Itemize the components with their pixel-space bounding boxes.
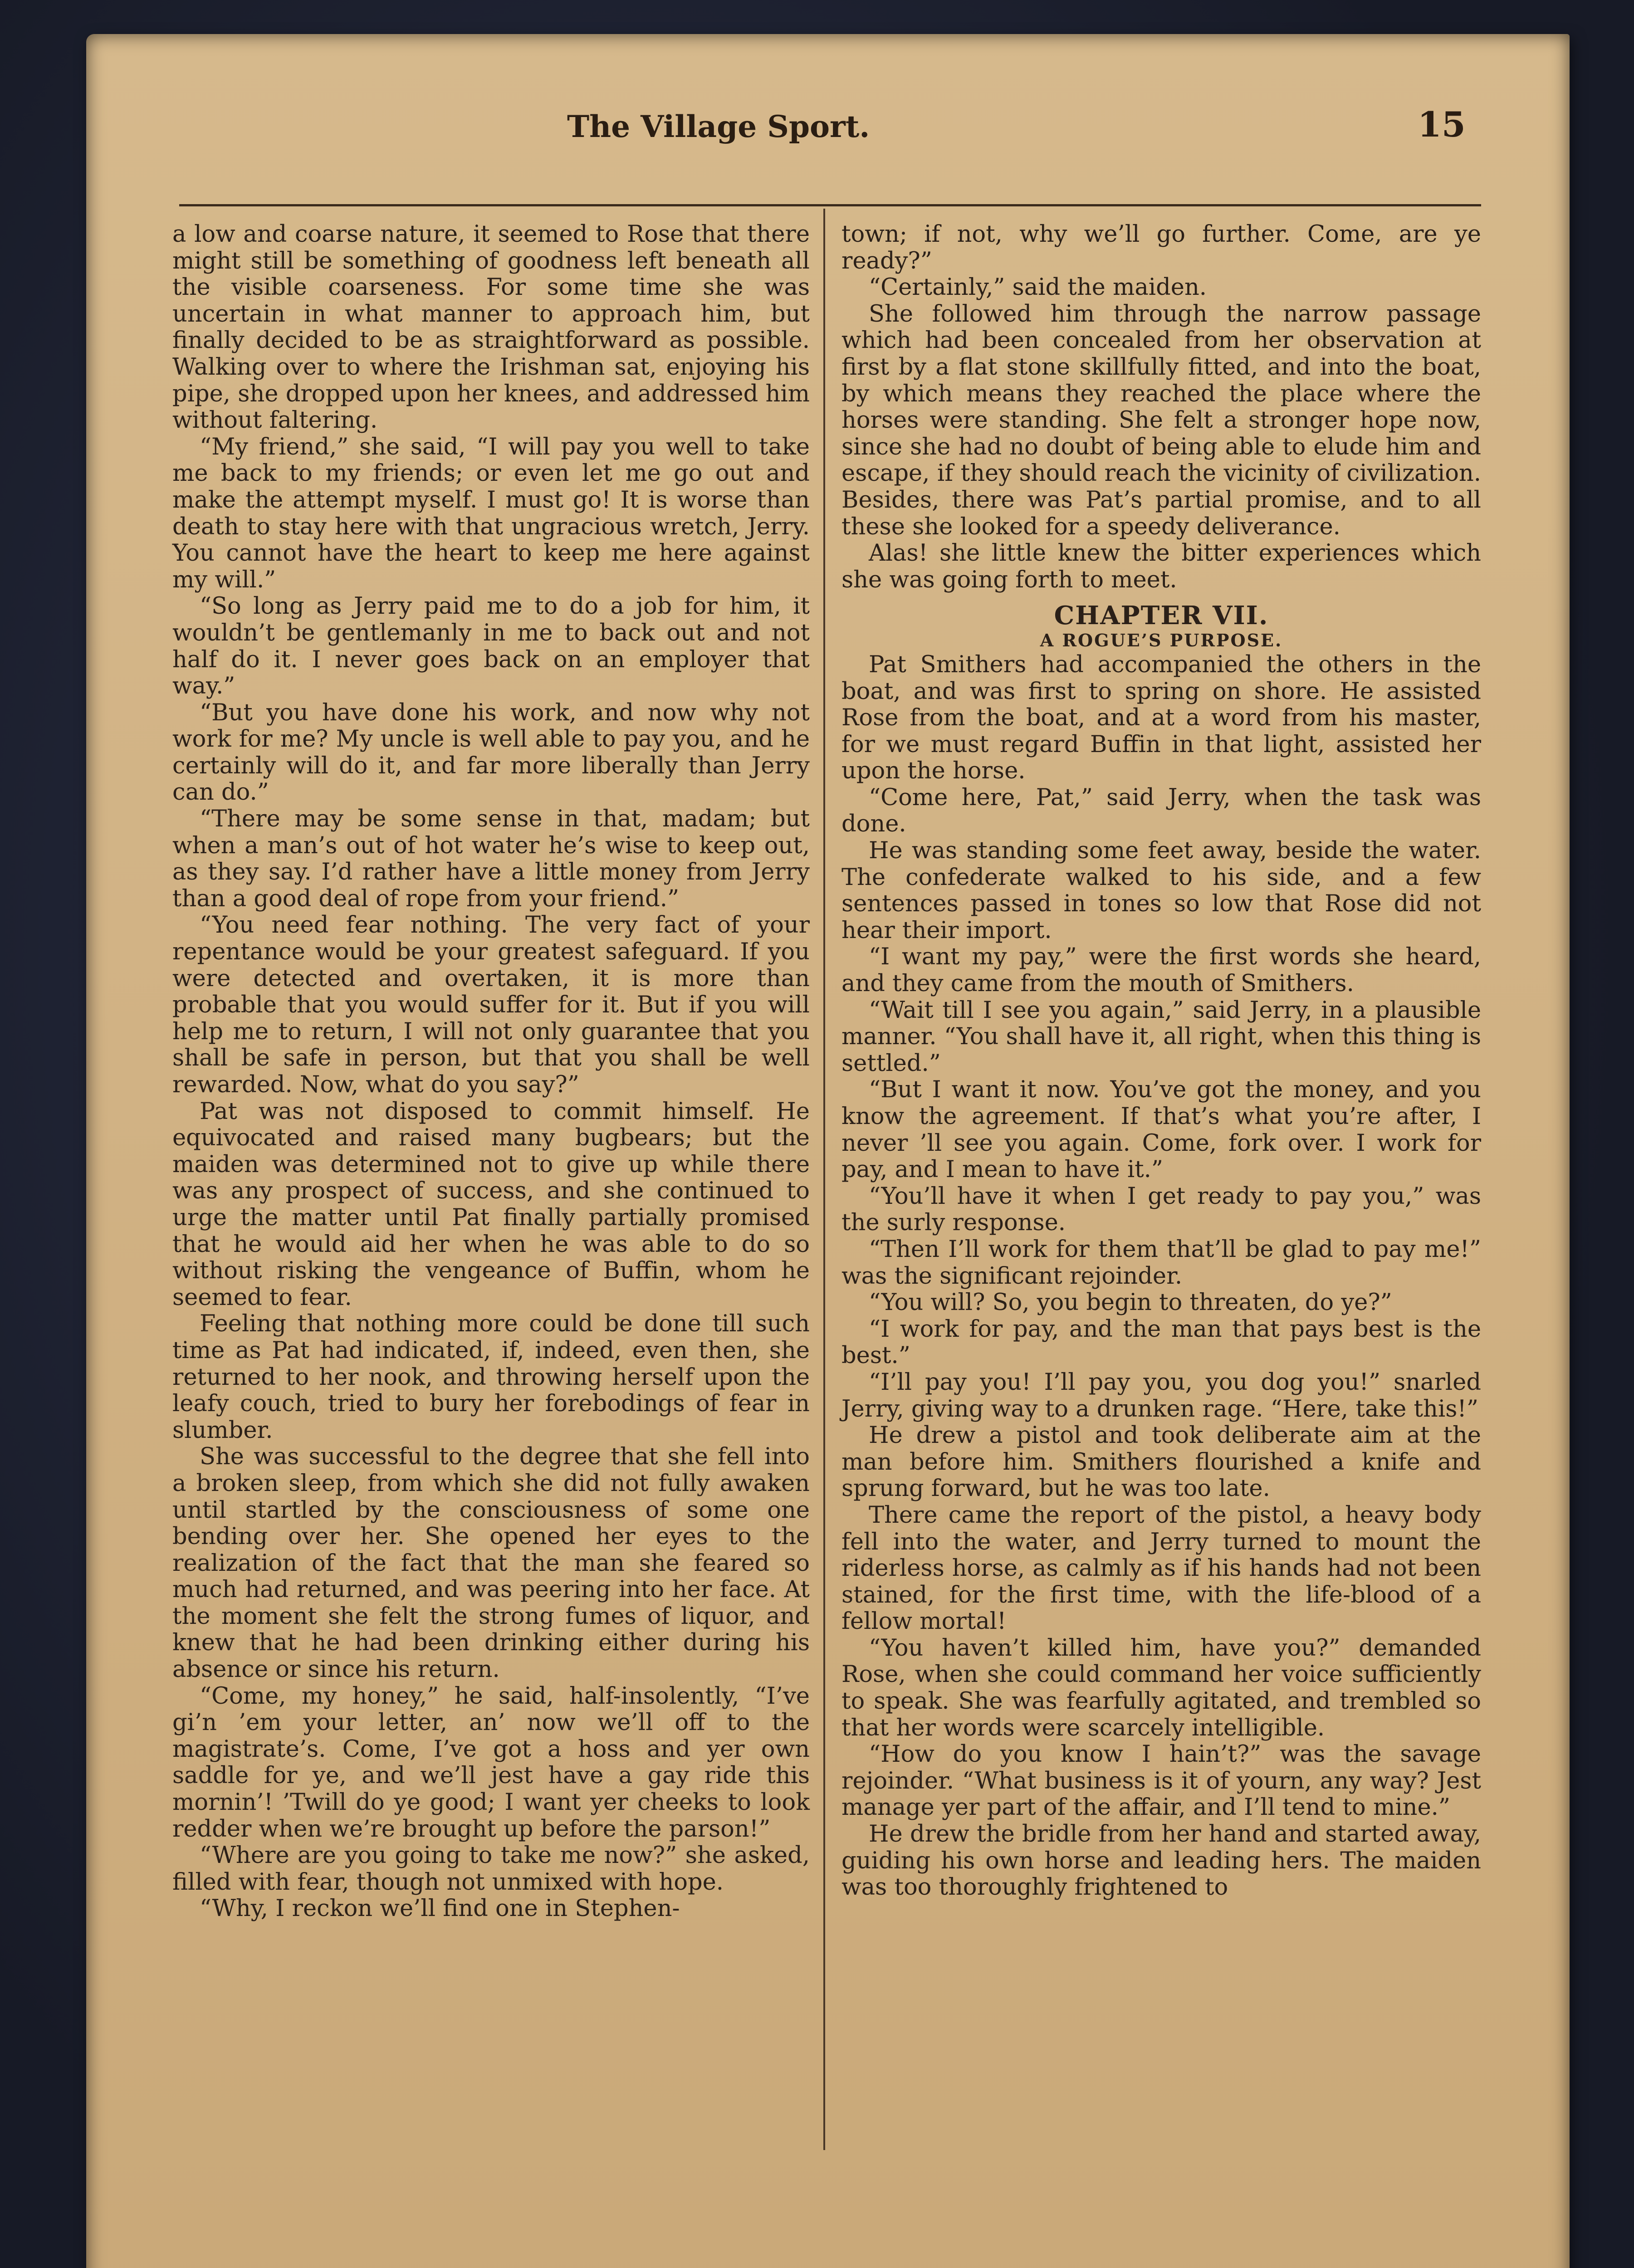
paragraph: “You haven’t killed him, have you?” demanded Rose, when she could command her voice sufficiently to speak. She was fearfully agitated, and trembled so that her words were scarcely intelligible. xyxy=(841,1634,1481,1741)
paragraph: “Then I’ll work for them that’ll be glad to pay me!” was the significant rejoinder. xyxy=(841,1236,1481,1290)
paragraph: “I’ll pay you! I’ll pay you, you dog you!” snarled Jerry, giving way to a drunken rage. “Here, take this!” xyxy=(841,1369,1481,1422)
paragraph: Feeling that nothing more could be done till such time as Pat had indicated, if, indeed, even then, she returned to her nook, and throwing herself upon the leafy couch, tried to bury her forebodings of fear in slumber. xyxy=(172,1310,810,1444)
paragraph: “You need fear nothing. The very fact of your repentance would be your greatest safeguard. If you were detected and overtaken, it is more than probable that you would suffer for it. But if you will help me to return, I will not only guarantee that you shall be safe in person, but that you shall be well rewarded. Now, what do you say?” xyxy=(172,912,810,1098)
paragraph: “Come, my honey,” he said, half-insolently, “I’ve gi’n ’em your letter, an’ now we’ll off to the magistrate’s. Come, I’ve got a hoss and yer own saddle for ye, and we’ll jest have a gay ride this mornin’! ’Twill do ye good; I want yer cheeks to look redder when we’re brought up before the parson!” xyxy=(172,1682,810,1843)
paragraph: “I want my pay,” were the first words she heard, and they came from the mouth of Smithers. xyxy=(841,943,1481,997)
paragraph: “You will? So, you begin to threaten, do ye?” xyxy=(869,1289,1392,1316)
paragraph: “How do you know I hain’t?” was the savage rejoinder. “What business is it of yourn, any way? Jest manage yer part of the affair, and I’ll tend to mine.” xyxy=(841,1741,1481,1821)
paragraph: Alas! she little knew the bitter experiences which she was going forth to meet. xyxy=(841,540,1481,593)
paragraph: town; if not, why we’ll go further. Come, are ye ready?” xyxy=(841,221,1481,274)
paragraph: “But you have done his work, and now why not work for me? My uncle is well able to pay you, and he certainly will do it, and far more liberally than Jerry can do.” xyxy=(172,699,810,806)
paragraph: “Wait till I see you again,” said Jerry, in a plausible manner. “You shall have it, all right, when this thing is settled.” xyxy=(841,997,1481,1077)
paragraph: Pat was not disposed to commit himself. He equivocated and raised many bugbears; but the maiden was determined not to give up while there was any prospect of success, and she continued to urge the matter until Pat finally partially promised that he would aid her when he was able to do so without risking the vengeance of Buffin, whom he seemed to fear. xyxy=(172,1098,810,1311)
running-title: The Village Sport. xyxy=(567,109,870,144)
paragraph: She followed him through the narrow passage which had been concealed from her observation at first by a flat stone skillfully fitted, and into the boat, by which means they reached the place where the horses were standing. She felt a stronger hope now, since she had no doubt of being able to elude him and escape, if they should reach the vicinity of civilization. Besides, there was Pat’s partial promise, and to all these she looked for a speedy deliverance. xyxy=(841,300,1481,540)
right-column xyxy=(841,221,1481,1901)
paragraph: “My friend,” she said, “I will pay you well to take me back to my friends; or even let me go out and make the attempt myself. I must go! It is worse than death to stay here with that ungracious wretch, Jerry. You cannot have the heart to keep me here against my will.” xyxy=(172,433,810,593)
paragraph: “But I want it now. You’ve got the money, and you know the agreement. If that’s what you’re after, I never ’ll see you again. Come, fork over. I work for pay, and I mean to have it.” xyxy=(841,1076,1481,1183)
paragraph: “I work for pay, and the man that pays best is the best.” xyxy=(841,1315,1481,1369)
paragraph: “Certainly,” said the maiden. xyxy=(869,274,1207,301)
paragraph: “Why, I reckon we’ll find one in Stephen- xyxy=(200,1895,680,1922)
paragraph: He drew a pistol and took deliberate aim at the man before him. Smithers flourished a knife and sprung forward, but he was too late. xyxy=(841,1422,1481,1502)
chapter-subtitle: A ROGUE’S PURPOSE. xyxy=(1040,630,1283,650)
paragraph: She was successful to the degree that she fell into a broken sleep, from which she did not fully awaken until startled by the consciousness of some one bending over her. She opened her eyes to the realization of the fact that the man she feared so much had returned, and was peering into her face. At the moment she felt the strong fumes of liquor, and knew that he had been drinking either during his absence or since his return. xyxy=(172,1443,810,1683)
paragraph: a low and coarse nature, it seemed to Rose that there might still be something of goodness left beneath all the visible coarseness. For some time she was uncertain in what manner to approach him, but finally decided to be as straightforward as possible. Walking over to where the Irishman sat, enjoying his pipe, she dropped upon her knees, and addressed him without faltering. xyxy=(172,221,810,434)
chapter-title: CHAPTER VII. xyxy=(1054,601,1269,631)
paragraph: There came the report of the pistol, a heavy body fell into the water, and Jerry turned to mount the riderless horse, as calmly as if his hands had not been stained, for the first time, with the life-blood of a fellow mortal! xyxy=(841,1501,1481,1635)
paragraph: “There may be some sense in that, madam; but when a man’s out of hot water he’s wise to keep out, as they say. I’d rather have a little money from Jerry than a good deal of rope from your friend.” xyxy=(172,806,810,912)
paragraph: Pat Smithers had accompanied the others in the boat, and was first to spring on shore. He assisted Rose from the boat, and at a word from his master, for we must regard Buffin in that light, assisted her upon the horse. xyxy=(841,651,1481,785)
header-rule xyxy=(179,204,1481,206)
paragraph: He drew the bridle from her hand and started away, guiding his own horse and leading hers. The maiden was too thoroughly frightened to xyxy=(841,1821,1481,1901)
paragraph: “You’ll have it when I get ready to pay you,” was the surly response. xyxy=(841,1183,1481,1237)
left-column xyxy=(172,221,810,1922)
paragraph: He was standing some feet away, beside the water. The confederate walked to his side, and a few sentences passed in tones so low that Rose did not hear their import. xyxy=(841,837,1481,944)
paragraph: “So long as Jerry paid me to do a job for him, it wouldn’t be gentlemanly in me to back out and not half do it. I never goes back on an employer that way.” xyxy=(172,593,810,700)
paragraph: “Where are you going to take me now?” she asked, filled with fear, though not unmixed with hope. xyxy=(172,1842,810,1896)
page-number: 15 xyxy=(1418,104,1466,145)
paragraph: “Come here, Pat,” said Jerry, when the task was done. xyxy=(841,784,1481,838)
column-divider xyxy=(823,209,825,2150)
